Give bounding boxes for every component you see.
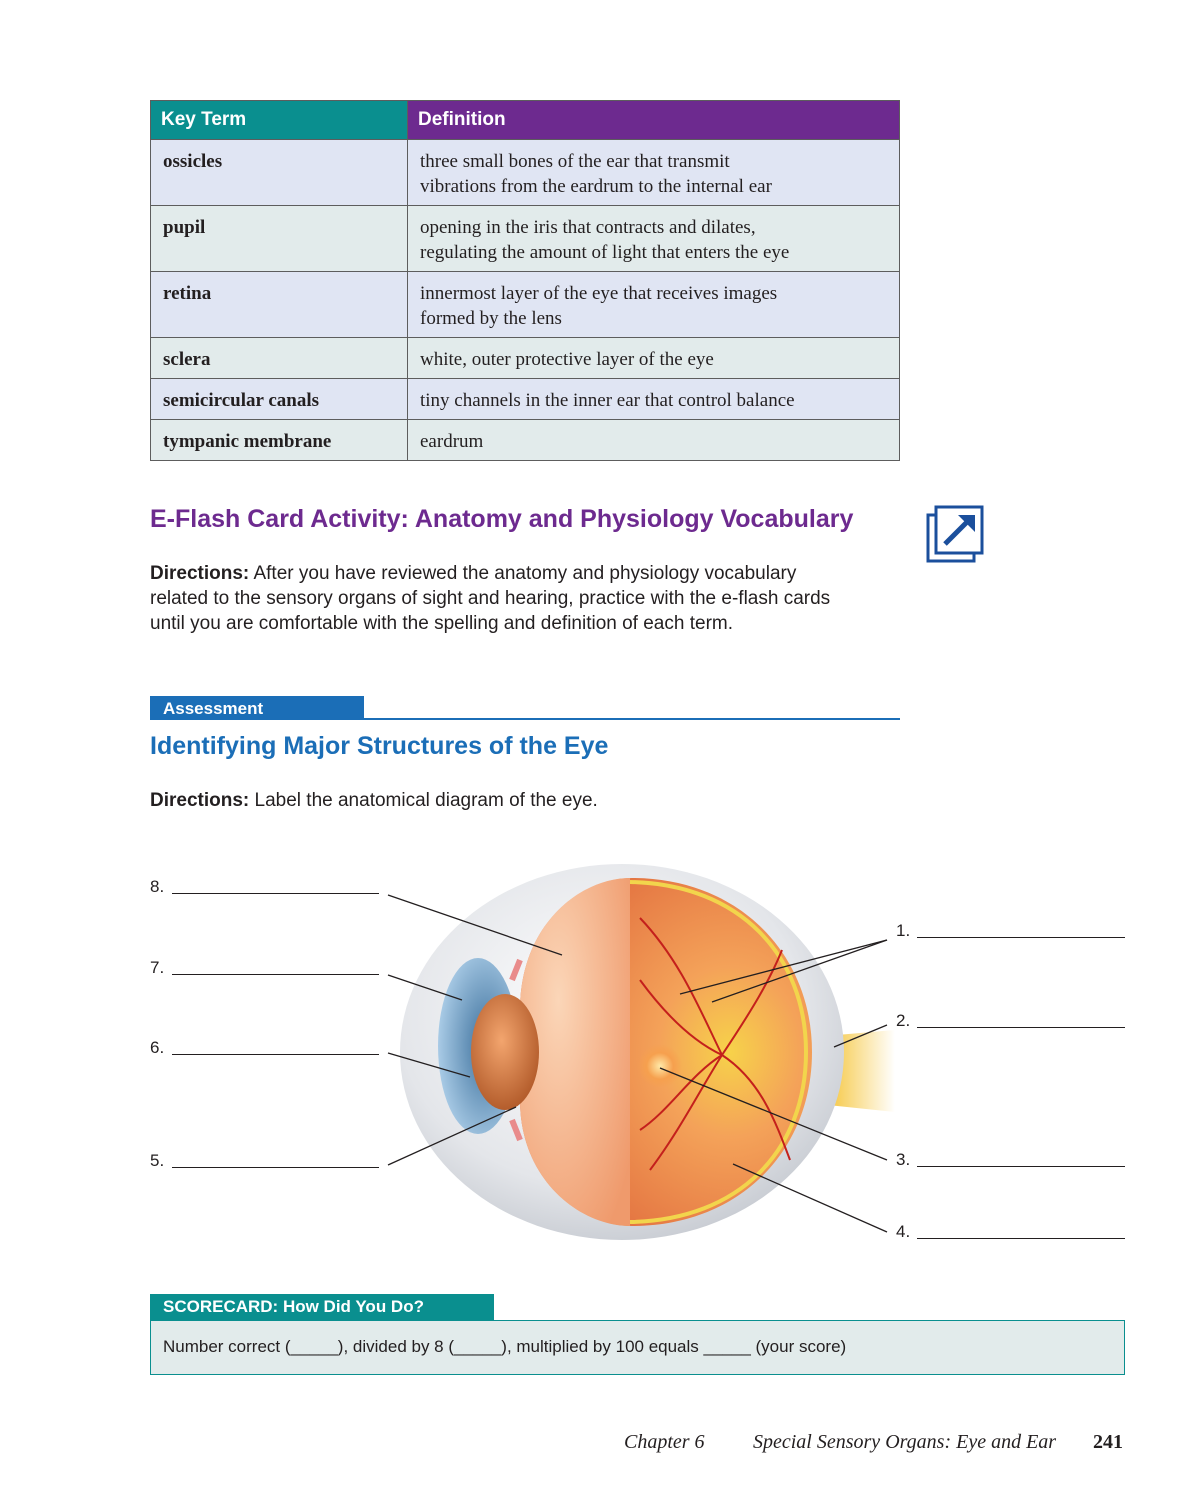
label-3-number: 3. [896, 1150, 911, 1169]
label-5-blank[interactable] [172, 1167, 379, 1168]
scorecard-title: SCORECARD: How Did You Do? [163, 1297, 424, 1316]
assessment-rule [364, 718, 900, 720]
assessment-heading: Identifying Major Structures of the Eye [150, 732, 609, 760]
label-7-number: 7. [150, 958, 165, 977]
definition-line: formed by the lens [420, 308, 562, 329]
vocab-table [150, 100, 900, 461]
definition-cell [408, 206, 900, 272]
label-8-number: 8. [150, 877, 165, 896]
table-row [151, 140, 900, 206]
definition-line: three small bones of the ear that transmit [420, 151, 730, 172]
term-cell: pupil [151, 206, 408, 272]
label-6-number: 6. [150, 1038, 165, 1057]
eye-diagram [0, 850, 1200, 1260]
eflash-heading: E-Flash Card Activity: Anatomy and Physiology Vocabulary [150, 505, 854, 533]
page-number: 241 [1093, 1431, 1123, 1453]
definition-cell: eardrum [408, 420, 900, 461]
header-key-term: Key Term [151, 101, 408, 140]
definition-cell [408, 272, 900, 338]
definition-cell [408, 140, 900, 206]
definition-line: vibrations from the eardrum to the internal ear [420, 176, 772, 197]
label-8-blank[interactable] [172, 893, 379, 894]
label-2-blank[interactable] [917, 1027, 1125, 1028]
eflash-directions [150, 561, 910, 636]
definition-line: innermost layer of the eye that receives images [420, 283, 778, 304]
assessment-tag: Assessment [163, 699, 264, 718]
definition-cell: tiny channels in the inner ear that control balance [408, 379, 900, 420]
vocab-header-row [151, 101, 900, 140]
definition-line: opening in the iris that contracts and dilates, [420, 217, 756, 238]
table-row [151, 272, 900, 338]
label-2-number: 2. [896, 1011, 911, 1030]
term-cell: semicircular canals [151, 379, 408, 420]
scorecard-text: Number correct (_____), divided by 8 (_____), multiplied by 100 equals _____ (your score) [163, 1337, 847, 1356]
term-cell: tympanic membrane [151, 420, 408, 461]
label-7-blank[interactable] [172, 974, 379, 975]
footer-chapter: Chapter 6 [624, 1431, 705, 1453]
directions-line: After you have reviewed the anatomy and physiology vocabulary [253, 563, 797, 584]
footer-title: Special Sensory Organs: Eye and Ear [753, 1431, 1057, 1453]
directions-label: Directions: [150, 563, 250, 584]
term-cell: sclera [151, 338, 408, 379]
header-definition: Definition [408, 101, 900, 140]
term-cell: retina [151, 272, 408, 338]
directions-line: until you are comfortable with the spelling and definition of each term. [150, 613, 733, 634]
table-row [151, 420, 900, 461]
label-3-blank[interactable] [917, 1166, 1125, 1167]
directions-line: related to the sensory organs of sight and hearing, practice with the e-flash cards [150, 588, 831, 609]
external-link-icon[interactable] [925, 503, 987, 565]
label-1-number: 1. [896, 921, 911, 940]
label-4-blank[interactable] [917, 1238, 1125, 1239]
table-row [151, 338, 900, 379]
label-5-number: 5. [150, 1151, 165, 1170]
assessment-directions [150, 788, 910, 813]
term-cell: ossicles [151, 140, 408, 206]
table-row [151, 206, 900, 272]
label-4-number: 4. [896, 1222, 911, 1241]
label-1-blank[interactable] [917, 937, 1125, 938]
definition-line: regulating the amount of light that enters the eye [420, 242, 790, 263]
directions-text: Label the anatomical diagram of the eye. [254, 790, 598, 811]
table-row [151, 379, 900, 420]
label-6-blank[interactable] [172, 1054, 379, 1055]
directions-label: Directions: [150, 790, 250, 811]
definition-cell: white, outer protective layer of the eye [408, 338, 900, 379]
